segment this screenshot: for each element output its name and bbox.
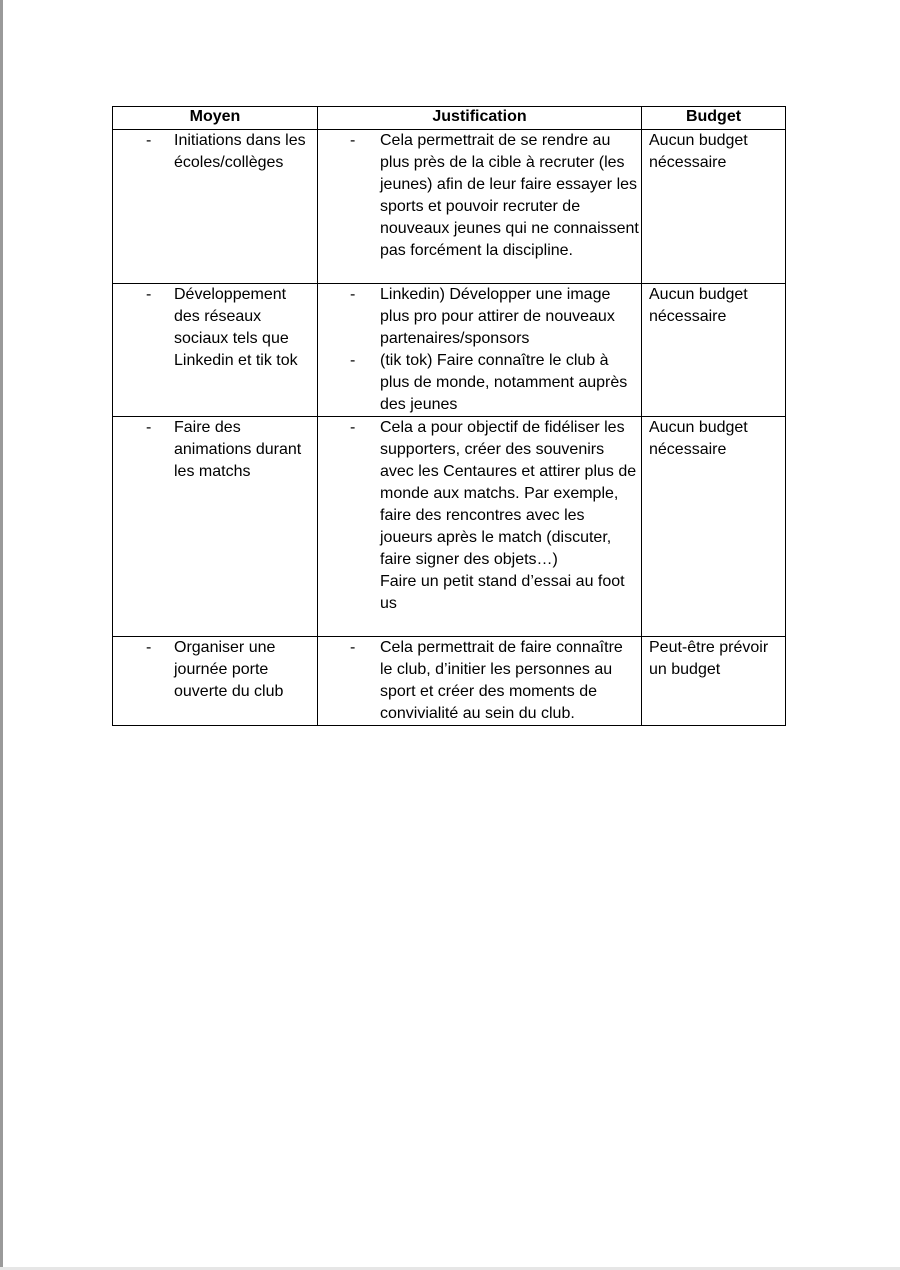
budget-cell: [642, 417, 786, 637]
moyen-cell: [113, 130, 318, 284]
moyen-text: Initiations dans les écoles/collèges: [174, 132, 306, 171]
moyen-cell: [113, 637, 318, 726]
table-row: [113, 130, 786, 284]
header-budget: Budget: [642, 107, 786, 130]
budget-text: Aucun budget nécessaire: [649, 286, 748, 325]
justification-cell: [318, 284, 642, 417]
moyen-text: Développement des réseaux sociaux tels que Linkedin et tik tok: [174, 286, 298, 369]
action-plan-table: [112, 106, 786, 726]
table-row: [113, 417, 786, 637]
justification-text: (tik tok) Faire connaître le club à plus de monde, notamment auprès des jeunes: [380, 352, 628, 413]
justification-continuation: Faire un petit stand d’essai au foot us: [380, 573, 625, 612]
budget-text: Aucun budget nécessaire: [649, 132, 748, 171]
bullet-dash: -: [350, 132, 356, 149]
table-header-row: [113, 107, 786, 130]
bullet-dash: -: [350, 419, 356, 436]
justification-cell: [318, 637, 642, 726]
bullet-dash: -: [350, 352, 356, 369]
bullet-dash: -: [146, 132, 152, 149]
header-moyen: Moyen: [113, 107, 318, 130]
budget-cell: [642, 637, 786, 726]
table-row: [113, 637, 786, 726]
moyen-cell: [113, 417, 318, 637]
bullet-dash: -: [350, 286, 356, 303]
moyen-cell: [113, 284, 318, 417]
moyen-text: Organiser une journée porte ouverte du club: [174, 639, 284, 700]
justification-cell: [318, 417, 642, 637]
justification-text: Cela a pour objectif de fidéliser les supporters, créer des souvenirs avec les Centaures et attirer plus de monde aux matchs. Par exemple, faire des rencontres avec les joueurs après le match (discuter, faire signer des objets…): [380, 419, 637, 568]
bullet-dash: -: [146, 419, 152, 436]
bullet-dash: -: [350, 639, 356, 656]
bullet-dash: -: [146, 639, 152, 656]
budget-cell: [642, 284, 786, 417]
budget-cell: [642, 130, 786, 284]
table-row: [113, 284, 786, 417]
bullet-dash: -: [146, 286, 152, 303]
budget-text: Peut-être prévoir un budget: [649, 639, 769, 678]
budget-text: Aucun budget nécessaire: [649, 419, 748, 458]
moyen-text: Faire des animations durant les matchs: [174, 419, 302, 480]
justification-text: Cela permettrait de se rendre au plus près de la cible à recruter (les jeunes) afin de leur faire essayer les sports et pouvoir recruter de nouveaux jeunes qui ne connaissent pas forcément la discipline.: [380, 132, 639, 259]
header-justification: Justification: [318, 107, 642, 130]
page-left-edge: [0, 0, 3, 1270]
justification-text: Linkedin) Développer une image plus pro pour attirer de nouveaux partenaires/sponsors: [380, 286, 615, 347]
justification-text: Cela permettrait de faire connaître le club, d’initier les personnes au sport et créer des moments de convivialité au sein du club.: [380, 639, 623, 722]
justification-cell: [318, 130, 642, 284]
